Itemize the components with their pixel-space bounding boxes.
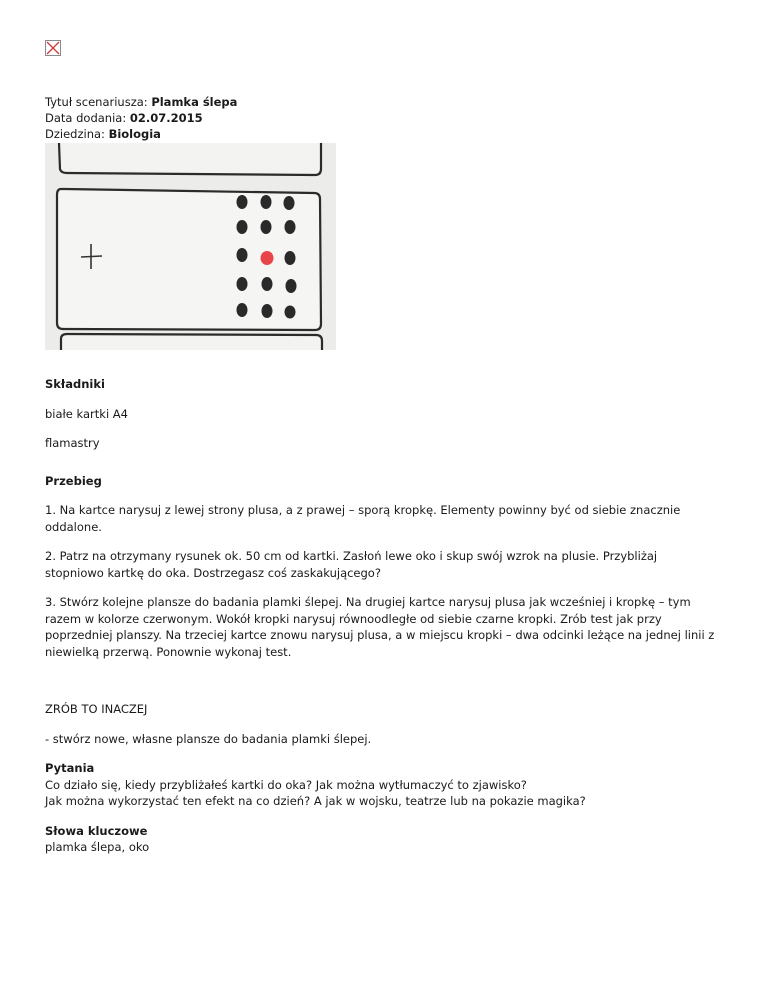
ingredient-item: flamastry (45, 436, 100, 450)
alt-text: - stwórz nowe, własne plansze do badania plamki ślepej. (45, 731, 372, 746)
procedure-heading: Przebieg (45, 473, 102, 488)
meta-title-row (45, 94, 237, 110)
alt-heading: ZRÓB TO INACZEJ (45, 702, 148, 716)
blind-spot-card-photo (45, 143, 336, 350)
meta-title-value: Plamka ślepa (151, 95, 238, 109)
ingredients-heading: Składniki (45, 377, 105, 391)
meta-date-value: 02.07.2015 (129, 111, 203, 125)
meta-date-row (45, 110, 237, 126)
meta-date-label: Data dodania: (45, 111, 130, 125)
keywords-heading: Słowa kluczowe (45, 823, 148, 838)
question-line: Co działo się, kiedy przybliżałeś kartki do oka? Jak można wytłumaczyć to zjawisko? (45, 777, 527, 792)
red-dot (261, 251, 274, 265)
keywords-text: plamka ślepa, oko (45, 840, 150, 854)
ingredient-item: białe kartki A4 (45, 406, 128, 421)
procedure-step: 2. Patrz na otrzymany rysunek ok. 50 cm od kartki. Zasłoń lewe oko i skup swój wzrok na plusie. Przybliżaj stopniowo kartkę do oka. Dostrzegasz coś zaskakującego? (45, 549, 658, 580)
scenario-content (45, 376, 715, 856)
broken-image-icon (45, 40, 61, 56)
meta-field-value: Biologia (108, 127, 161, 141)
meta-field-row (45, 126, 237, 142)
question-line: Jak można wykorzystać ten efekt na co dzień? A jak w wojsku, teatrze lub na pokazie magika? (45, 794, 586, 808)
questions-heading: Pytania (45, 761, 95, 775)
meta-field-label: Dziedzina: (45, 127, 109, 141)
procedure-step: 1. Na kartce narysuj z lewej strony plusa, a z prawej – sporą kropkę. Elementy powinny być od siebie znacznie oddalone. (45, 503, 681, 534)
procedure-step: 3. Stwórz kolejne plansze do badania plamki ślepej. Na drugiej kartce narysuj plusa jak wcześniej i kropkę – tym razem w kolorze czerwonym. Wokół kropki narysuj równoodległe od siebie czarne kropki. Zrób test jak przy poprzedniej planszy. Na trzeciej kartce znowu narysuj plusa, a w miejscu kropki – dwa odcinki leżące na jednej linii z niewielką przerwą. Ponownie wykonaj test. (45, 595, 715, 659)
meta-title-label: Tytuł scenariusza: (45, 95, 152, 109)
scenario-meta (45, 94, 237, 142)
